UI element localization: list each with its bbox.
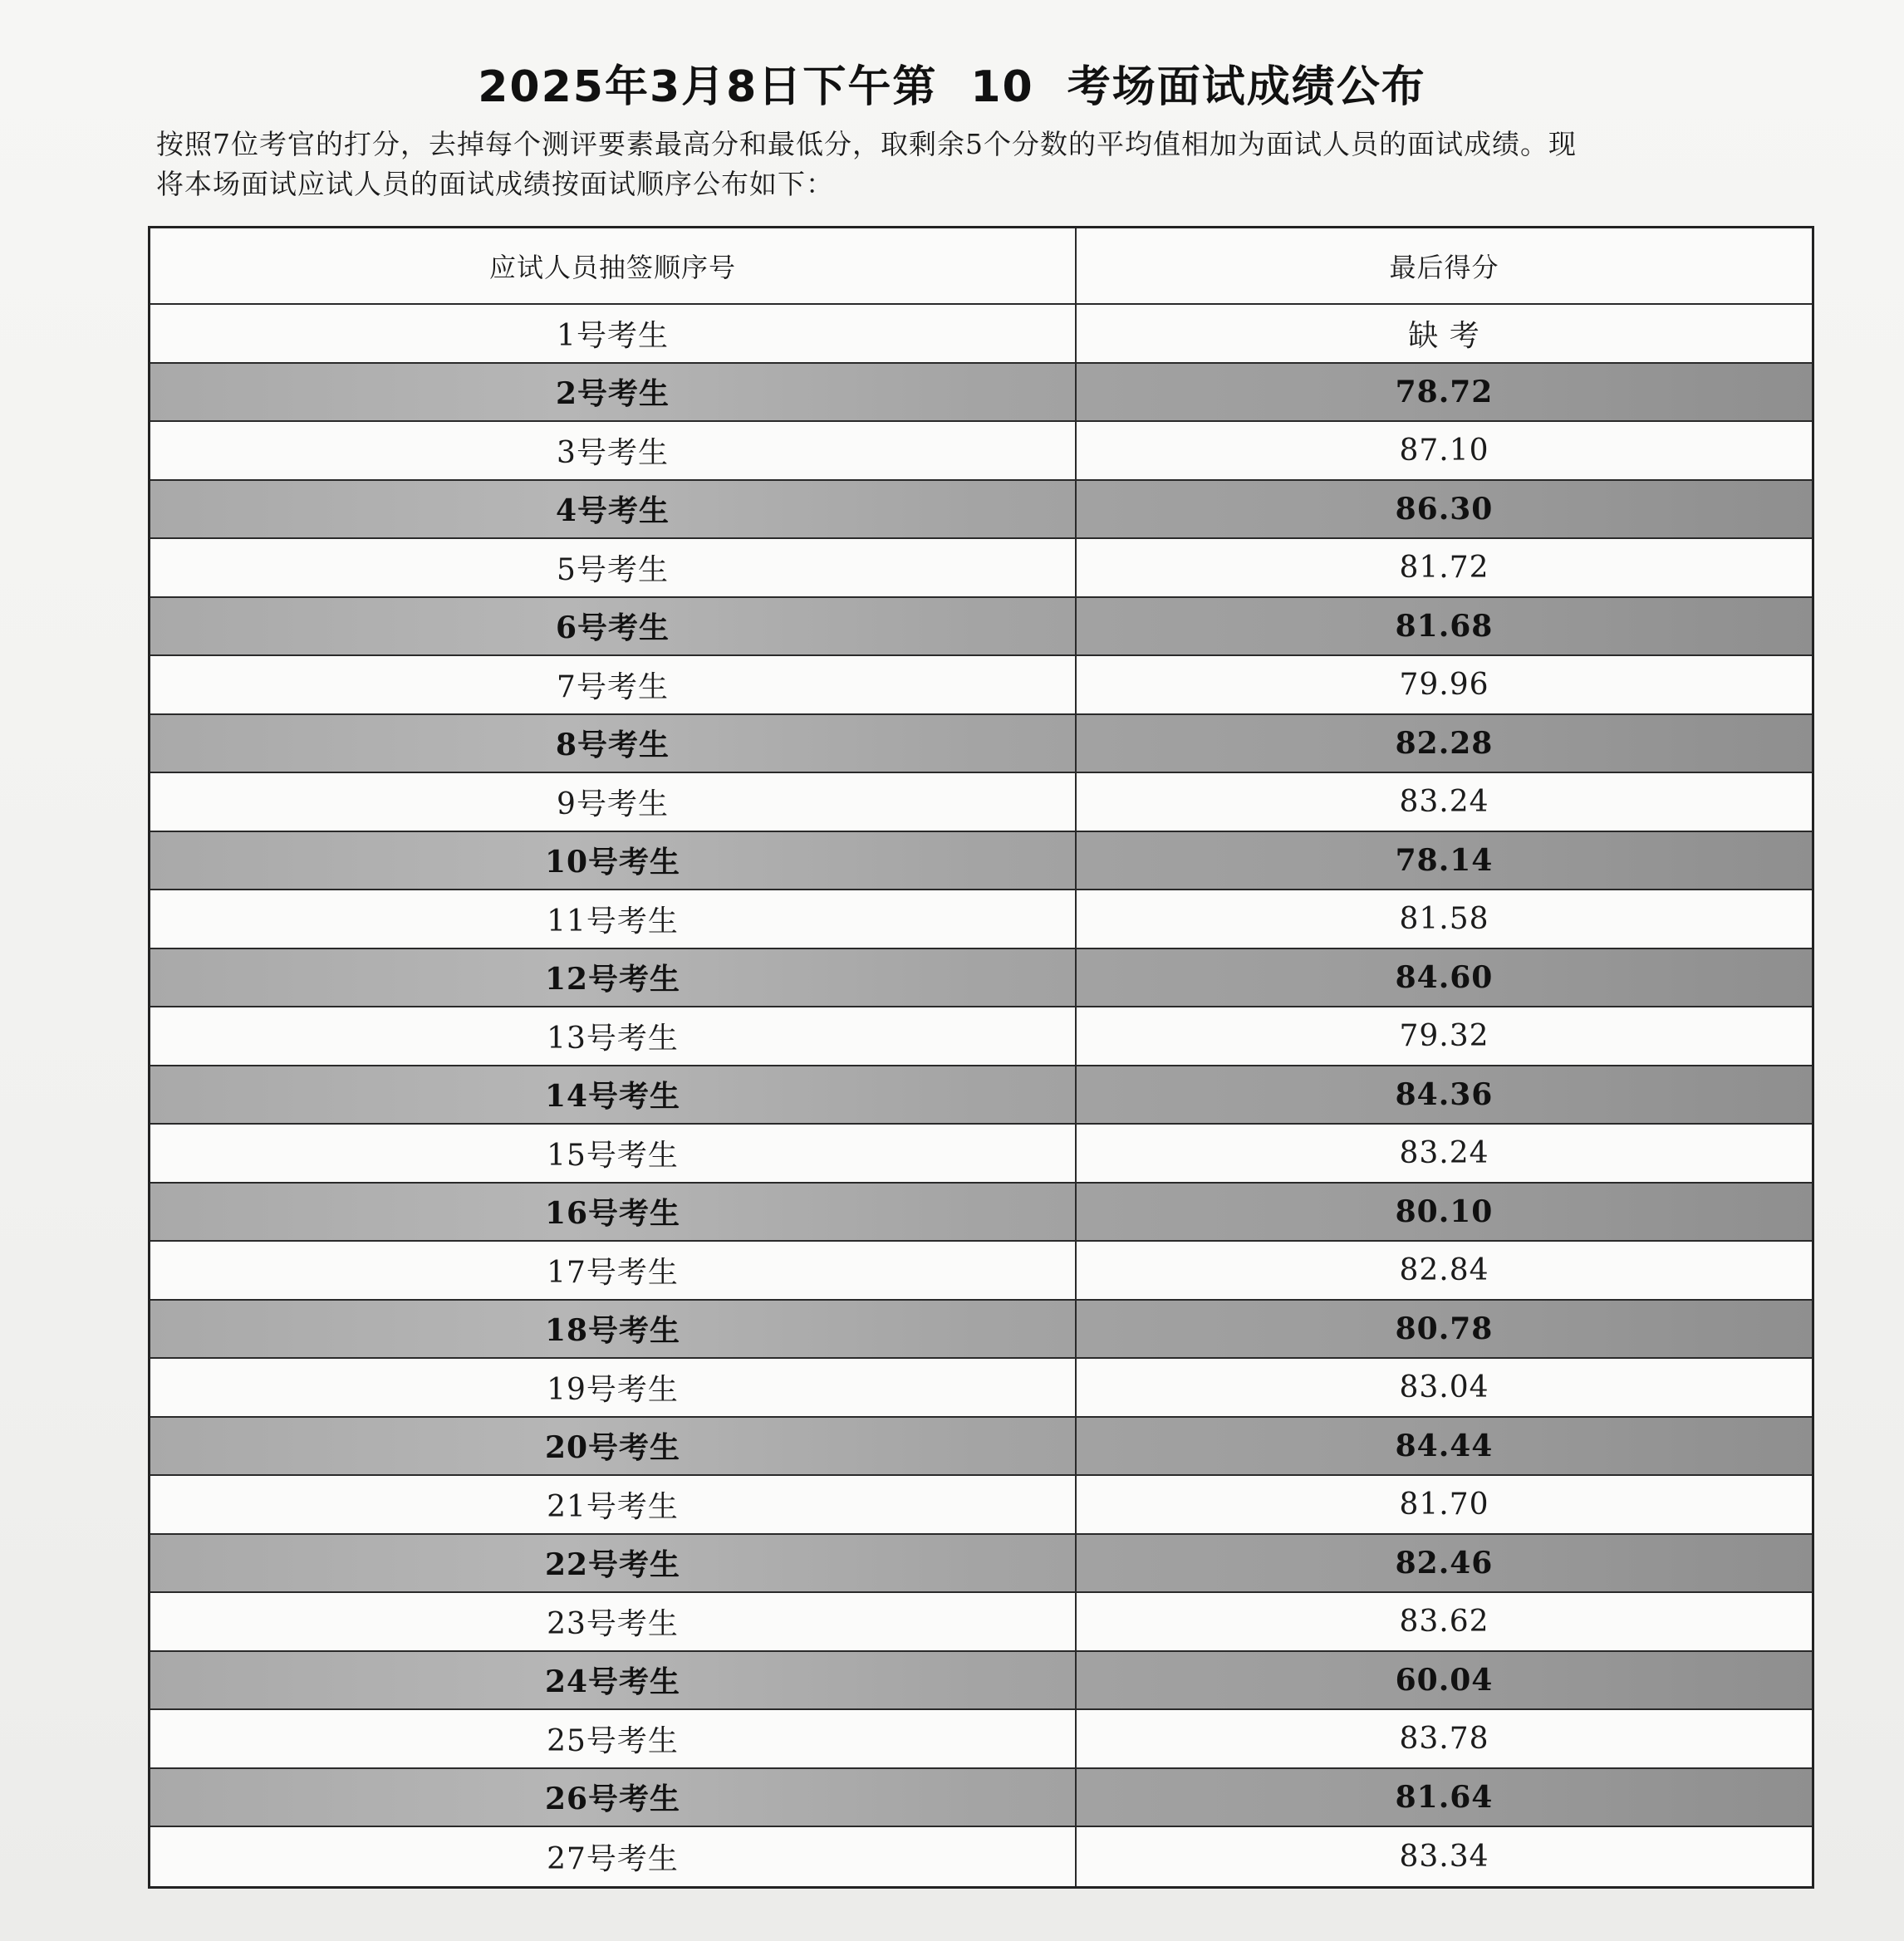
table-row bbox=[150, 1125, 1812, 1184]
table-row bbox=[150, 539, 1812, 598]
score-cell: 82.46 bbox=[1395, 1545, 1494, 1581]
score-cell: 79.32 bbox=[1399, 1018, 1489, 1053]
candidate-cell: 23号考生 bbox=[150, 1593, 1077, 1650]
table-row bbox=[150, 890, 1812, 949]
table-row bbox=[150, 305, 1812, 364]
page-title bbox=[0, 51, 1904, 114]
table-row bbox=[150, 1827, 1812, 1886]
score-cell: 83.24 bbox=[1399, 1135, 1489, 1170]
table-row bbox=[150, 773, 1812, 832]
table-row bbox=[150, 422, 1812, 481]
candidate-cell: 25号考生 bbox=[150, 1710, 1077, 1767]
score-cell: 81.64 bbox=[1395, 1779, 1494, 1815]
table-row bbox=[150, 1301, 1812, 1360]
candidate-cell: 22号考生 bbox=[150, 1535, 1077, 1592]
score-cell: 83.24 bbox=[1399, 784, 1489, 819]
score-cell: 81.58 bbox=[1399, 901, 1489, 936]
title-room-number: 10 bbox=[970, 62, 1034, 112]
score-cell: 78.14 bbox=[1395, 842, 1494, 878]
table-row bbox=[150, 1184, 1812, 1243]
candidate-cell: 6号考生 bbox=[150, 598, 1077, 655]
score-cell: 80.78 bbox=[1395, 1311, 1494, 1346]
table-row bbox=[150, 1418, 1812, 1477]
candidate-cell: 18号考生 bbox=[150, 1301, 1077, 1358]
header-candidate: 应试人员抽签顺序号 bbox=[150, 228, 1077, 303]
table-row bbox=[150, 1652, 1812, 1711]
candidate-cell: 5号考生 bbox=[150, 539, 1077, 596]
score-table bbox=[148, 226, 1814, 1889]
table-row bbox=[150, 715, 1812, 774]
candidate-cell: 4号考生 bbox=[150, 481, 1077, 538]
score-cell: 83.04 bbox=[1399, 1370, 1489, 1404]
table-row bbox=[150, 656, 1812, 715]
candidate-cell: 3号考生 bbox=[150, 422, 1077, 479]
candidate-cell: 27号考生 bbox=[150, 1827, 1077, 1886]
intro-paragraph bbox=[156, 125, 1809, 204]
candidate-cell: 2号考生 bbox=[150, 364, 1077, 421]
table-row bbox=[150, 1593, 1812, 1652]
score-cell: 84.36 bbox=[1395, 1076, 1494, 1112]
score-cell: 83.34 bbox=[1399, 1839, 1489, 1874]
score-cell: 81.72 bbox=[1399, 550, 1489, 585]
candidate-cell: 9号考生 bbox=[150, 773, 1077, 831]
table-row bbox=[150, 832, 1812, 891]
candidate-cell: 17号考生 bbox=[150, 1242, 1077, 1299]
candidate-cell: 26号考生 bbox=[150, 1769, 1077, 1826]
score-cell: 79.96 bbox=[1399, 667, 1489, 702]
candidate-cell: 16号考生 bbox=[150, 1184, 1077, 1241]
candidate-cell: 21号考生 bbox=[150, 1476, 1077, 1533]
table-row bbox=[150, 481, 1812, 540]
score-cell: 81.68 bbox=[1395, 608, 1494, 644]
table-row bbox=[150, 1007, 1812, 1066]
intro-line-2: 将本场面试应试人员的面试成绩按面试顺序公布如下： bbox=[156, 168, 834, 200]
title-prefix: 2025年3月8日下午第 bbox=[478, 62, 938, 112]
candidate-cell: 13号考生 bbox=[150, 1007, 1077, 1065]
header-score: 最后得分 bbox=[1389, 252, 1499, 283]
candidate-cell: 11号考生 bbox=[150, 890, 1077, 948]
score-cell: 60.04 bbox=[1395, 1662, 1494, 1698]
candidate-cell: 24号考生 bbox=[150, 1652, 1077, 1709]
candidate-cell: 14号考生 bbox=[150, 1066, 1077, 1124]
score-cell: 87.10 bbox=[1399, 433, 1489, 468]
candidate-cell: 10号考生 bbox=[150, 832, 1077, 890]
table-row bbox=[150, 949, 1812, 1008]
score-cell: 缺 考 bbox=[1408, 318, 1480, 353]
score-cell: 78.72 bbox=[1395, 374, 1494, 409]
score-cell: 82.84 bbox=[1399, 1252, 1489, 1287]
score-cell: 81.70 bbox=[1399, 1487, 1489, 1522]
title-suffix: 考场面试成绩公布 bbox=[1067, 62, 1426, 112]
candidate-cell: 19号考生 bbox=[150, 1359, 1077, 1416]
candidate-cell: 1号考生 bbox=[150, 305, 1077, 362]
table-row bbox=[150, 1476, 1812, 1535]
score-cell: 83.62 bbox=[1399, 1604, 1489, 1639]
score-cell: 84.60 bbox=[1395, 959, 1494, 995]
candidate-cell: 8号考生 bbox=[150, 715, 1077, 772]
table-body bbox=[150, 305, 1812, 1886]
candidate-cell: 12号考生 bbox=[150, 949, 1077, 1007]
table-row bbox=[150, 364, 1812, 423]
candidate-cell: 7号考生 bbox=[150, 656, 1077, 713]
table-header-row bbox=[150, 228, 1812, 305]
table-row bbox=[150, 1535, 1812, 1594]
intro-line-1: 按照7位考官的打分，去掉每个测评要素最高分和最低分，取剩余5个分数的平均值相加为面试人员的面试成绩。现 bbox=[156, 128, 1577, 160]
score-cell: 82.28 bbox=[1395, 725, 1494, 761]
score-cell: 83.78 bbox=[1399, 1721, 1489, 1756]
table-row bbox=[150, 1242, 1812, 1301]
table-row bbox=[150, 1359, 1812, 1418]
table-row bbox=[150, 1710, 1812, 1769]
candidate-cell: 20号考生 bbox=[150, 1418, 1077, 1475]
table-row bbox=[150, 1066, 1812, 1125]
score-cell: 84.44 bbox=[1395, 1428, 1494, 1463]
candidate-cell: 15号考生 bbox=[150, 1125, 1077, 1182]
table-row bbox=[150, 1769, 1812, 1828]
score-cell: 86.30 bbox=[1395, 491, 1494, 527]
table-row bbox=[150, 598, 1812, 657]
score-cell: 80.10 bbox=[1395, 1194, 1494, 1229]
